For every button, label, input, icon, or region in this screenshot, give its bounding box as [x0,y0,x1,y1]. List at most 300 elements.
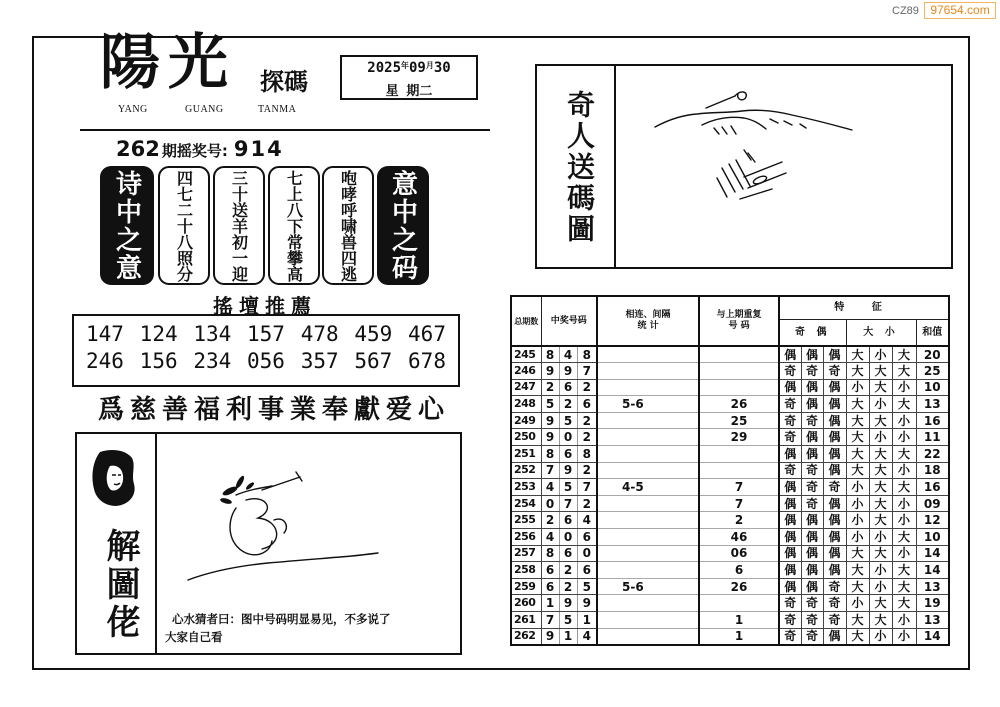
digit-cell: 8 [541,446,559,463]
repeat-cell: 26 [699,578,779,595]
digit-cell: 2 [577,462,597,479]
date-day: 30 [433,60,451,76]
big-small-cell: 大 [869,479,892,496]
odd-even-cell: 奇 [823,479,846,496]
digit-cell: 6 [541,562,559,579]
odd-even-cell: 奇 [823,578,846,595]
odd-even-cell: 偶 [801,578,823,595]
odd-even-cell: 偶 [801,545,823,562]
odd-even-cell: 奇 [779,363,801,380]
big-small-cell: 小 [892,612,916,629]
odd-even-cell: 奇 [779,595,801,612]
hand-strokes [717,150,755,197]
digit-cell: 1 [559,628,577,645]
header-adjacent-line: 相连、间隔 [625,310,671,320]
issue-cell: 250 [511,429,541,446]
digit-cell: 7 [577,363,597,380]
big-small-cell: 大 [846,396,869,413]
repeat-cell [699,595,779,612]
history-row [511,562,949,579]
adjacent-gap-cell [597,512,699,529]
big-small-cell: 大 [892,529,916,546]
adjacent-gap-cell: 5-6 [597,578,699,595]
big-small-cell: 大 [846,412,869,429]
big-small-cell: 小 [846,495,869,512]
big-small-cell: 小 [869,346,892,363]
odd-even-cell: 偶 [801,529,823,546]
draw-label: 期摇奖号: [161,142,228,160]
odd-even-cell: 奇 [779,462,801,479]
odd-even-cell: 偶 [823,346,846,363]
digit-cell: 8 [577,346,597,363]
masthead-romanization: GUANG [185,104,224,115]
recommend-number: 147 [86,322,124,346]
sum-cell: 10 [916,529,949,546]
repeat-cell: 1 [699,628,779,645]
digit-cell: 2 [559,396,577,413]
big-small-cell: 大 [869,462,892,479]
poem-line-box [158,166,210,285]
digit-cell: 5 [577,578,597,595]
adjacent-gap-cell [597,446,699,463]
big-small-cell: 小 [869,529,892,546]
hill-hatching [714,119,806,134]
digit-cell: 2 [577,495,597,512]
big-small-cell: 小 [892,462,916,479]
odd-even-cell: 偶 [823,512,846,529]
big-small-cell: 大 [869,495,892,512]
title-divider [80,129,490,131]
history-row [511,446,949,463]
digit-cell: 8 [577,446,597,463]
repeat-cell: 7 [699,479,779,496]
history-row [511,545,949,562]
big-small-cell: 大 [846,429,869,446]
header-sum: 和值 [916,319,949,346]
big-small-cell: 小 [846,512,869,529]
sun-loop [735,92,746,100]
adjacent-gap-cell [597,495,699,512]
qiren-divider [614,64,616,269]
odd-even-cell: 偶 [801,562,823,579]
odd-even-cell: 奇 [779,628,801,645]
big-small-cell: 大 [846,578,869,595]
poem-left-tag-text: 诗中之意 [111,169,142,282]
digit-cell: 4 [541,529,559,546]
pole-line [706,96,735,108]
repeat-cell: 25 [699,412,779,429]
date-line [342,60,476,76]
repeat-cell: 06 [699,545,779,562]
big-small-cell: 大 [869,612,892,629]
date-box [340,55,478,100]
odd-even-cell: 偶 [823,495,846,512]
site-domain-badge[interactable]: 97654.com [924,2,996,19]
masthead-title: 陽光 [100,28,236,98]
hill-ridge-line [655,110,852,130]
repeat-cell [699,446,779,463]
big-small-cell: 小 [846,379,869,396]
masthead-romanization: TANMA [258,104,297,115]
header-adjacent-line: 统 计 [637,321,659,331]
issue-cell: 258 [511,562,541,579]
adjacent-gap-cell [597,529,699,546]
recommend-number: 567 [354,349,393,373]
odd-even-cell: 偶 [823,396,846,413]
masthead-romanization: YANG [118,104,148,115]
recommend-number: 234 [193,349,232,373]
poem-left-tag [100,166,154,285]
digit-cell: 9 [559,462,577,479]
header-big-small: 大 小 [846,319,916,346]
date-month-mark: 月 [425,61,434,70]
recommend-number: 134 [193,322,232,346]
ink-portrait-icon [88,448,138,508]
header-adjacent-gap [597,296,699,346]
digit-cell: 7 [559,495,577,512]
poem-right-tag-text: 意中之码 [387,169,418,282]
digit-cell: 0 [541,495,559,512]
big-small-cell: 大 [869,363,892,380]
digit-cell: 6 [559,512,577,529]
issue-cell: 254 [511,495,541,512]
odd-even-cell: 奇 [779,429,801,446]
recommend-number: 678 [408,349,446,373]
qiren-sketch [617,66,950,266]
digit-cell: 2 [577,429,597,446]
big-small-cell: 小 [846,595,869,612]
leaf [234,475,245,490]
repeat-cell [699,462,779,479]
odd-even-cell: 奇 [779,412,801,429]
issue-cell: 262 [511,628,541,645]
hill-inner-ridge [702,117,766,129]
digit-cell: 5 [559,412,577,429]
digit-cell: 4 [559,346,577,363]
digit-cell: 9 [559,595,577,612]
digit-cell: 8 [541,346,559,363]
jietu-comment-line: 心水猜者曰：图中号码明显易见，不多说了 [172,612,391,626]
digit-cell: 6 [559,446,577,463]
history-row [511,628,949,645]
digit-cell: 2 [577,379,597,396]
header-features: 特 征 [779,296,949,319]
poem-line-box [268,166,320,285]
header-winning-numbers: 中奖号码 [541,296,597,346]
sum-cell: 14 [916,545,949,562]
header-repeat [699,296,779,346]
repeat-cell: 26 [699,396,779,413]
odd-even-cell: 偶 [779,545,801,562]
history-row [511,595,949,612]
adjacent-gap-cell [597,462,699,479]
digit-cell: 5 [559,612,577,629]
odd-even-cell: 奇 [801,595,823,612]
repeat-cell: 2 [699,512,779,529]
date-month: 09 [409,60,426,76]
big-small-cell: 小 [892,495,916,512]
sum-cell: 20 [916,346,949,363]
big-small-cell: 大 [869,512,892,529]
big-small-cell: 大 [846,346,869,363]
digit-cell: 6 [541,578,559,595]
sum-cell: 13 [916,578,949,595]
digit-cell: 9 [541,363,559,380]
issue-cell: 245 [511,346,541,363]
odd-even-cell: 奇 [801,495,823,512]
odd-even-cell: 偶 [823,412,846,429]
big-small-cell: 小 [892,429,916,446]
big-small-cell: 小 [869,578,892,595]
header-odd-even: 奇 偶 [779,319,846,346]
issue-cell: 248 [511,396,541,413]
digit-cell: 1 [577,612,597,629]
big-small-cell: 大 [869,545,892,562]
repeat-cell: 46 [699,529,779,546]
date-year: 2025 [367,60,401,76]
recommend-number: 459 [354,322,393,346]
big-small-cell: 大 [892,578,916,595]
adjacent-gap-cell [597,562,699,579]
odd-even-cell: 偶 [823,529,846,546]
big-small-cell: 大 [892,363,916,380]
big-small-cell: 大 [846,562,869,579]
digit-cell: 6 [577,562,597,579]
odd-even-cell: 奇 [779,612,801,629]
history-row [511,529,949,546]
history-row [511,479,949,496]
digit-cell: 9 [541,628,559,645]
odd-even-cell: 偶 [823,628,846,645]
odd-even-cell: 奇 [823,595,846,612]
date-year-mark: 年 [401,61,409,70]
issue-cell: 249 [511,412,541,429]
sum-cell: 11 [916,429,949,446]
odd-even-cell: 偶 [823,462,846,479]
big-small-cell: 大 [892,595,916,612]
poem-line: 四七二十八照分 [174,169,194,282]
header-issue: 总期数 [511,296,541,346]
digit-cell: 6 [559,379,577,396]
odd-even-cell: 奇 [801,479,823,496]
history-row [511,379,949,396]
odd-even-cell: 偶 [779,562,801,579]
digit-cell: 7 [541,612,559,629]
digit-cell: 1 [541,595,559,612]
history-row [511,495,949,512]
recommend-number: 357 [300,349,339,373]
digit-cell: 2 [559,578,577,595]
odd-even-cell: 偶 [823,429,846,446]
odd-even-cell: 奇 [801,363,823,380]
digit-cell: 5 [541,396,559,413]
big-small-cell: 大 [846,545,869,562]
odd-even-cell: 奇 [823,612,846,629]
adjacent-gap-cell: 4-5 [597,479,699,496]
odd-even-cell: 偶 [779,578,801,595]
ground-line [188,553,378,580]
hand-oval [752,175,767,186]
big-small-cell: 小 [846,529,869,546]
big-small-cell: 大 [892,562,916,579]
digit-cell: 6 [577,396,597,413]
sum-cell: 13 [916,396,949,413]
digit-cell: 7 [577,479,597,496]
recommend-number: 478 [300,322,339,346]
odd-even-cell: 偶 [779,529,801,546]
history-table [510,295,950,646]
issue-cell: 252 [511,462,541,479]
qiren-title: 奇人送碼圖 [563,90,596,245]
sum-cell: 10 [916,379,949,396]
big-small-cell: 大 [846,628,869,645]
digit-cell: 2 [541,379,559,396]
big-small-cell: 大 [869,595,892,612]
odd-even-cell: 偶 [779,379,801,396]
big-small-cell: 大 [869,446,892,463]
big-small-cell: 小 [869,396,892,413]
issue-cell: 255 [511,512,541,529]
odd-even-cell: 奇 [779,396,801,413]
odd-even-cell: 奇 [801,628,823,645]
sum-cell: 14 [916,628,949,645]
repeat-cell: 29 [699,429,779,446]
digit-cell: 9 [541,412,559,429]
big-small-cell: 大 [892,479,916,496]
issue-cell: 246 [511,363,541,380]
odd-even-cell: 偶 [801,446,823,463]
issue-cell: 260 [511,595,541,612]
repeat-cell: 1 [699,612,779,629]
big-small-cell: 大 [892,396,916,413]
adjacent-gap-cell [597,429,699,446]
recommend-number: 124 [139,322,178,346]
sum-cell: 16 [916,412,949,429]
draw-number: 914 [233,137,284,161]
digit-cell: 0 [559,429,577,446]
history-table-body [511,346,949,645]
issue-cell: 253 [511,479,541,496]
history-row [511,612,949,629]
big-small-cell: 小 [892,512,916,529]
issue-cell: 256 [511,529,541,546]
history-row [511,412,949,429]
digit-cell: 9 [541,429,559,446]
masthead-subtitle: 探碼 [260,67,308,96]
recommend-number: 156 [139,349,178,373]
header-repeat-line: 号 码 [728,321,750,331]
odd-even-cell: 偶 [779,346,801,363]
odd-even-cell: 偶 [823,562,846,579]
history-row [511,512,949,529]
adjacent-gap-cell [597,628,699,645]
history-row [511,578,949,595]
history-row [511,462,949,479]
repeat-cell [699,363,779,380]
odd-even-cell: 偶 [779,479,801,496]
big-small-cell: 大 [892,446,916,463]
recommend-title: 搖壇推薦 [213,294,317,318]
big-small-cell: 大 [892,346,916,363]
odd-even-cell: 奇 [801,612,823,629]
poem-line: 七上八下常攀高 [284,169,304,282]
poem-line: 咆哮呼啸兽四逃 [338,169,358,282]
digit-cell: 6 [559,545,577,562]
big-small-cell: 大 [846,462,869,479]
big-small-cell: 小 [892,412,916,429]
odd-even-cell: 偶 [779,495,801,512]
recommend-numbers-box [72,314,460,387]
recommend-number-row [86,348,446,375]
sum-cell: 13 [916,612,949,629]
site-code-label: CZ89 [892,5,919,17]
history-row [511,396,949,413]
history-row [511,429,949,446]
big-small-cell: 大 [846,612,869,629]
big-small-cell: 大 [869,412,892,429]
sum-cell: 22 [916,446,949,463]
big-small-cell: 大 [846,446,869,463]
recommend-number-row [86,321,446,348]
big-small-cell: 小 [892,628,916,645]
adjacent-gap-cell [597,412,699,429]
odd-even-cell: 偶 [801,379,823,396]
odd-even-cell: 偶 [823,545,846,562]
odd-even-cell: 偶 [823,379,846,396]
big-small-cell: 小 [892,545,916,562]
big-small-cell: 小 [869,429,892,446]
issue-cell: 259 [511,578,541,595]
repeat-cell [699,346,779,363]
digit-cell: 4 [541,479,559,496]
sum-cell: 16 [916,479,949,496]
recommend-number: 056 [247,349,285,373]
draw-result [116,137,284,161]
adjacent-gap-cell [597,545,699,562]
digit-cell: 8 [541,545,559,562]
digit-cell: 4 [577,512,597,529]
issue-cell: 261 [511,612,541,629]
big-small-cell: 小 [869,628,892,645]
odd-even-cell: 奇 [801,412,823,429]
odd-even-cell: 偶 [779,512,801,529]
sum-cell: 25 [916,363,949,380]
odd-even-cell: 奇 [823,363,846,380]
repeat-cell: 6 [699,562,779,579]
odd-even-cell: 偶 [823,446,846,463]
digit-cell: 9 [577,595,597,612]
adjacent-gap-cell [597,379,699,396]
big-small-cell: 小 [846,479,869,496]
issue-cell: 247 [511,379,541,396]
sum-cell: 09 [916,495,949,512]
odd-even-cell: 偶 [801,346,823,363]
odd-even-cell: 偶 [801,429,823,446]
sum-cell: 12 [916,512,949,529]
repeat-cell: 7 [699,495,779,512]
odd-even-cell: 偶 [801,512,823,529]
recommend-number: 246 [86,349,124,373]
sum-cell: 14 [916,562,949,579]
digit-cell: 2 [541,512,559,529]
digit-cell: 2 [559,562,577,579]
header-repeat-line: 与上期重复 [716,310,762,320]
sum-cell: 18 [916,462,949,479]
digit-cell: 6 [577,529,597,546]
digit-cell: 7 [541,462,559,479]
jietu-comment-line: 大家自己看 [165,630,223,644]
adjacent-gap-cell [597,595,699,612]
